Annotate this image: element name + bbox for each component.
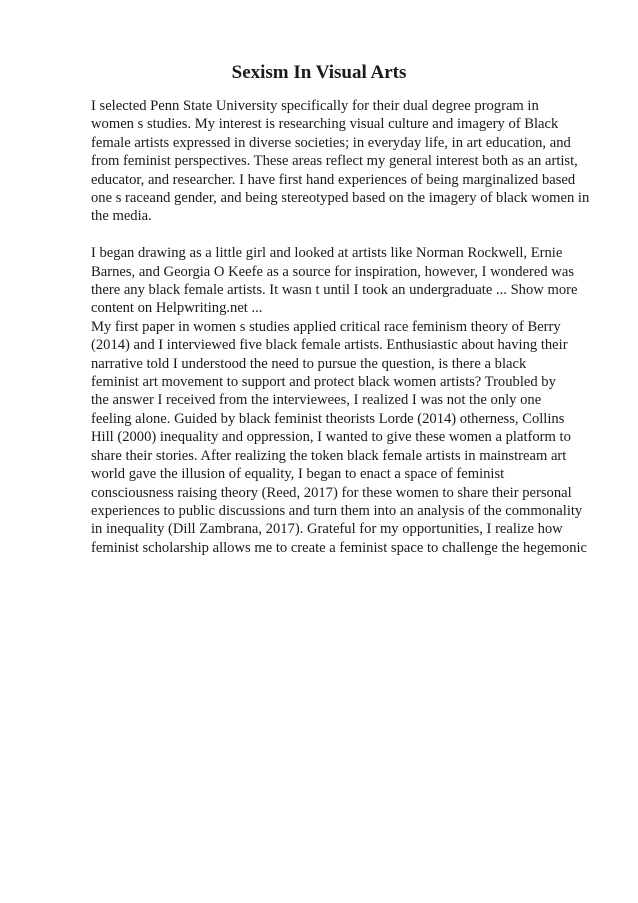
paragraph-gap bbox=[91, 226, 638, 244]
paragraph-1 bbox=[91, 97, 638, 226]
text-line: female artists expressed in diverse societies; in everyday life, in art education, and bbox=[91, 134, 571, 151]
text-line: consciousness raising theory (Reed, 2017) for these women to share their personal bbox=[91, 484, 572, 501]
text-line: world gave the illusion of equality, I began to enact a space of feminist bbox=[91, 466, 505, 483]
text-line: Barnes, and Georgia O Keefe as a source for inspiration, however, I wondered was bbox=[91, 263, 574, 280]
text-line: feminist art movement to support and protect black women artists? Troubled by bbox=[91, 374, 556, 391]
text-line: the media. bbox=[91, 208, 152, 225]
text-line: I selected Penn State University specifically for their dual degree program in bbox=[91, 98, 539, 114]
text-line: one s raceand gender, and being stereotyped based on the imagery of black women in bbox=[91, 190, 590, 207]
document-title: Sexism In Visual Arts bbox=[231, 62, 407, 83]
text-line: (2014) and I interviewed five black female artists. Enthusiastic about having their bbox=[91, 337, 568, 354]
document-body bbox=[91, 97, 638, 557]
text-line: feminist scholarship allows me to create a feminist space to challenge the hegemonic bbox=[91, 539, 588, 556]
text-line: feeling alone. Guided by black feminist theorists Lorde (2014) otherness, Collins bbox=[91, 410, 565, 427]
text-line: experiences to public discussions and turn them into an analysis of the commonality bbox=[91, 502, 583, 519]
text-line: Hill (2000) inequality and oppression, I wanted to give these women a platform to bbox=[91, 429, 571, 446]
text-line: I began drawing as a little girl and looked at artists like Norman Rockwell, Ernie bbox=[91, 245, 563, 262]
paragraph-2 bbox=[91, 244, 638, 557]
text-line: in inequality (Dill Zambrana, 2017). Grateful for my opportunities, I realize how bbox=[91, 521, 563, 538]
text-line: the answer I received from the interviewees, I realized I was not the only one bbox=[91, 392, 542, 409]
text-line: narrative told I understood the need to pursue the question, is there a black bbox=[91, 355, 527, 372]
text-line: there any black female artists. It wasn t until I took an undergraduate ... Show more bbox=[91, 282, 578, 299]
text-line: content on Helpwriting.net ... bbox=[91, 300, 263, 317]
text-line: women s studies. My interest is researching visual culture and imagery of Black bbox=[91, 116, 559, 133]
text-line: share their stories. After realizing the token black female artists in mainstream art bbox=[91, 447, 567, 464]
text-line: educator, and researcher. I have first hand experiences of being marginalized based bbox=[91, 171, 576, 188]
text-line: from feminist perspectives. These areas reflect my general interest both as an artist, bbox=[91, 153, 578, 170]
text-line: My first paper in women s studies applied critical race feminism theory of Berry bbox=[91, 318, 561, 335]
